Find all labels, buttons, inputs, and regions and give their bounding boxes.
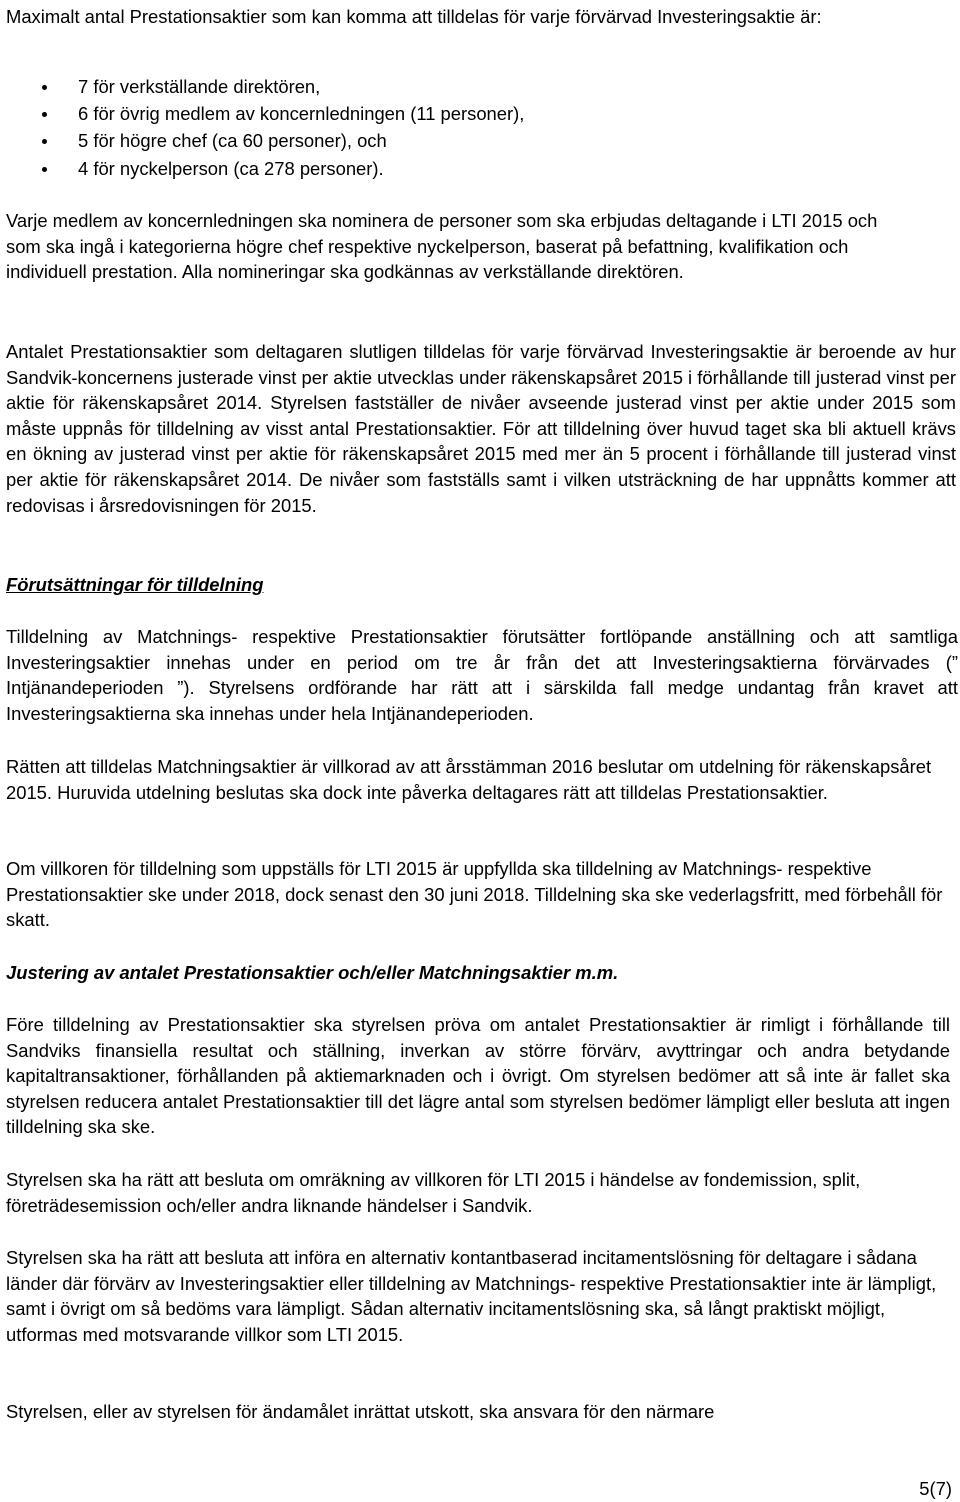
list-item: 7 för verkställande direktören, bbox=[58, 73, 524, 100]
paragraph-nomination: Varje medlem av koncernledningen ska nominera de personer som ska erbjudas deltagande i LTI 2015 och som ska ingå i kategorierna högre chef respektive nyckelperson, baserat på befattning, kvalifikation och individuell prestation. Alla nomineringar ska godkännas av verkställande direktören. bbox=[6, 210, 878, 283]
paragraph-responsibility: Styrelsen, eller av styrelsen för ändamålet inrättat utskott, ska ansvara för den närmare bbox=[6, 1401, 715, 1422]
list-item: 4 för nyckelperson (ca 278 personer). bbox=[58, 155, 524, 182]
paragraph-allocation-timing: Om villkoren för tilldelning som uppställs för LTI 2015 är uppfyllda ska tilldelning av Matchnings- respektive Prestationsaktier ske under 2018, dock senast den 30 juni 2018. Tilldelning ska ske vederlagsfritt, med förbehåll för skatt. bbox=[6, 858, 943, 931]
paragraph-board-review: Före tilldelning av Prestationsaktier ska styrelsen pröva om antalet Prestationsaktier är rimligt i förhållande till Sandviks finansiella resultat och ställning, inverkan av större förvärv, avyttringar och andra betydande kapitaltransaktioner, förhållanden på aktiemarknaden och i övrigt. Om styrelsen bedömer att så inte är fallet ska styrelsen reducera antalet Prestationsaktier till det lägre antal som styrelsen bedömer lämpligt eller besluta att ingen tilldelning ska ske. bbox=[6, 1014, 950, 1138]
paragraph-dividend-condition: Rätten att tilldelas Matchningsaktier är villkorad av att årsstämman 2016 beslutar om utdelning för räkenskapsåret 2015. Huruvida utdelning beslutas ska dock inte påverka deltagares rätt att tilldelas Prestationsaktier. bbox=[6, 756, 932, 803]
section-heading-allocation-conditions: Förutsättningar för tilldelning bbox=[6, 574, 264, 595]
paragraph-performance-shares: Antalet Prestationsaktier som deltagaren slutligen tilldelas för varje förvärvad Investeringsaktie är beroende av hur Sandvik-koncernens justerade vinst per aktie utvecklas under räkenskapsåret 2015 i förhållande till justerad vinst per aktie för räkenskapsåret 2014. Styrelsen fastställer de nivåer avseende justerad vinst per aktie under 2015 som måste uppnås för tilldelning av visst antal Prestationsaktier. För att tilldelning över huvud taget ska bli aktuell krävs en ökning av justerad vinst per aktie för räkenskapsåret 2015 med mer än 5 procent i förhållande till justerad vinst per aktie för räkenskapsåret 2014. De nivåer som fastställs samt i vilken utsträckning de har uppnåtts kommer att redovisas i årsredovisningen för 2015. bbox=[6, 341, 956, 516]
section-heading-adjustment: Justering av antalet Prestationsaktier och/eller Matchningsaktier m.m. bbox=[6, 962, 619, 983]
page-number: 5(7) bbox=[919, 1478, 952, 1499]
paragraph-cash-alternative: Styrelsen ska ha rätt att besluta att införa en alternativ kontantbaserad incitamentslösning för deltagare i sådana länder där förvärv av Investeringsaktier eller tilldelning av Matchnings- respektive Prestationsaktier inte är lämpligt, samt i övrigt om så bedöms vara lämpligt. Sådan alternativ incitamentslösning ska, så långt praktiskt möjligt, utformas med motsvarande villkor som LTI 2015. bbox=[6, 1247, 937, 1345]
intro-text: Maximalt antal Prestationsaktier som kan komma att tilldelas för varje förvärvad Investeringsaktie är: bbox=[6, 6, 822, 27]
allocation-list bbox=[58, 73, 524, 182]
paragraph-allocation-conditions: Tilldelning av Matchnings- respektive Prestationsaktier förutsätter fortlöpande anställning och att samtliga Investeringsaktier innehas under en period om tre år från det att Investeringsaktierna förvärvades (” Intjänandeperioden ”). Styrelsens ordförande har rätt att i särskilda fall medge undantag från kravet att Investeringsaktierna ska innehas under hela Intjänandeperioden. bbox=[6, 626, 958, 724]
paragraph-recalculation: Styrelsen ska ha rätt att besluta om omräkning av villkoren för LTI 2015 i händelse av fondemission, split, företrädesemission och/eller andra liknande händelser i Sandvik. bbox=[6, 1169, 861, 1216]
list-item: 5 för högre chef (ca 60 personer), och bbox=[58, 127, 524, 154]
list-item: 6 för övrig medlem av koncernledningen (11 personer), bbox=[58, 100, 524, 127]
